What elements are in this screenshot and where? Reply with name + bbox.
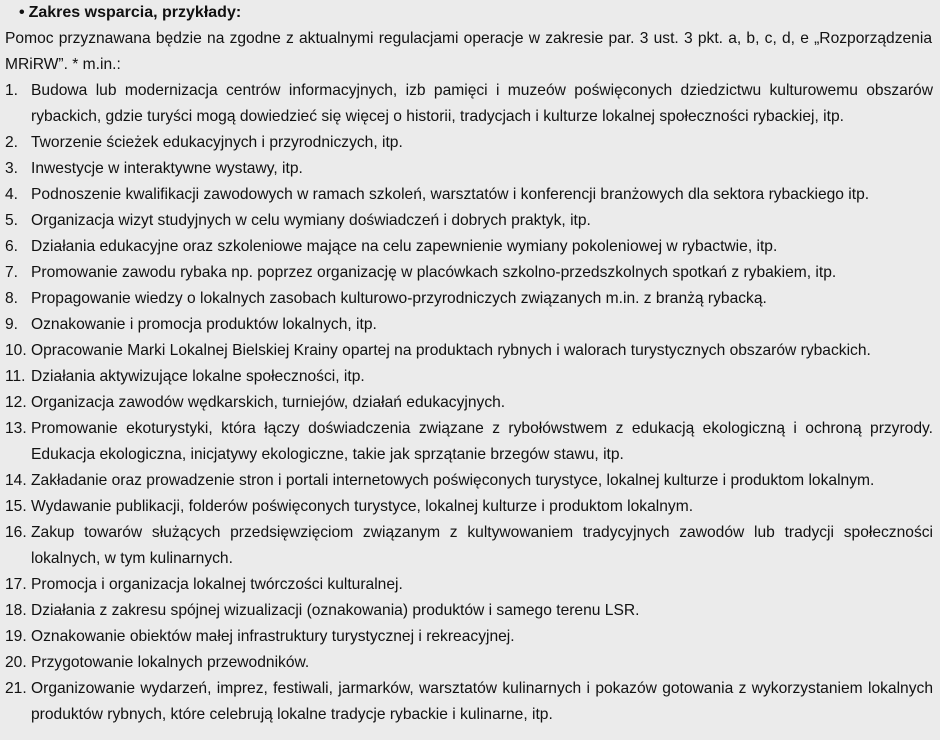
item-number: 21. — [5, 680, 27, 697]
item-number: 19. — [5, 628, 27, 645]
list-item — [5, 208, 934, 234]
list-item — [5, 312, 934, 338]
item-text: Promowanie ekoturystyki, która łączy doświadczenia związane z rybołówstwem z edukacją ekologiczną i ochroną przyrody. Edukacja ekologiczna, inicjatywy ekologiczne, takie jak sprzątanie brzegów stawu, itp. — [31, 420, 933, 463]
list-item — [5, 598, 934, 624]
item-number: 13. — [5, 420, 27, 437]
item-text: Tworzenie ścieżek edukacyjnych i przyrodniczych, itp. — [31, 134, 403, 151]
list-item — [5, 338, 934, 364]
item-number: 5. — [5, 212, 19, 229]
list-item — [5, 624, 934, 650]
item-text: Podnoszenie kwalifikacji zawodowych w ramach szkoleń, warsztatów i konferencji branżowych dla sektora rybackiego itp. — [31, 186, 870, 203]
item-number: 14. — [5, 472, 27, 489]
item-text: Zakładanie oraz prowadzenie stron i portali internetowych poświęconych turystyce, lokalnej kulturze i produktom lokalnym. — [31, 472, 875, 489]
item-text: Wydawanie publikacji, folderów poświęconych turystyce, lokalnej kulturze i produktom lokalnym. — [31, 498, 694, 515]
section-title: Zakres wsparcia, przykłady: — [28, 4, 242, 21]
list-item — [5, 78, 934, 130]
item-text: Działania aktywizujące lokalne społeczności, itp. — [31, 368, 365, 385]
list-item — [5, 650, 934, 676]
item-text: Oznakowanie obiektów małej infrastruktury turystycznej i rekreacyjnej. — [31, 628, 515, 645]
list-item — [5, 520, 934, 572]
item-text: Budowa lub modernizacja centrów informacyjnych, izb pamięci i muzeów poświęconych dziedzictwu kulturowemu obszarów rybackich, gdzie turyści mogą dowiedzieć się więcej o historii, tradycjach i kulturze lokalnej społeczności rybackiej, itp. — [31, 82, 933, 125]
item-text: Inwestycje w interaktywne wystawy, itp. — [31, 160, 303, 177]
item-number: 20. — [5, 654, 27, 671]
list-item — [5, 676, 934, 728]
list-item — [5, 182, 934, 208]
list-item — [5, 364, 934, 390]
item-number: 7. — [5, 264, 19, 281]
item-text: Promocja i organizacja lokalnej twórczości kulturalnej. — [31, 576, 403, 593]
item-number: 2. — [5, 134, 19, 151]
list-item — [5, 234, 934, 260]
item-text: Zakup towarów służących przedsięwzięciom związanym z kultywowaniem tradycyjnych zawodów lub tradycji społeczności lokalnych, w tym kulinarnych. — [31, 524, 933, 567]
item-number: 10. — [5, 342, 27, 359]
list-item — [5, 156, 934, 182]
item-text: Promowanie zawodu rybaka np. poprzez organizację w placówkach szkolno-przedszkolnych spotkań z rybakiem, itp. — [31, 264, 837, 281]
support-list — [5, 78, 934, 728]
item-number: 18. — [5, 602, 27, 619]
intro-paragraph: Pomoc przyznawana będzie na zgodne z aktualnymi regulacjami operacje w zakresie par. 3 ust. 3 pkt. a, b, c, d, e „Rozporządzenia MRiRW”. * m.in.: — [5, 30, 932, 73]
item-text: Przygotowanie lokalnych przewodników. — [31, 654, 310, 671]
item-number: 17. — [5, 576, 27, 593]
section-heading — [5, 0, 934, 26]
item-number: 12. — [5, 394, 27, 411]
list-item — [5, 572, 934, 598]
item-number: 16. — [5, 524, 27, 541]
item-text: Organizacja zawodów wędkarskich, turniejów, działań edukacyjnych. — [31, 394, 506, 411]
list-item — [5, 260, 934, 286]
list-item — [5, 286, 934, 312]
item-number: 6. — [5, 238, 19, 255]
item-number: 3. — [5, 160, 19, 177]
item-number: 8. — [5, 290, 19, 307]
item-text: Oznakowanie i promocja produktów lokalnych, itp. — [31, 316, 377, 333]
item-text: Opracowanie Marki Lokalnej Bielskiej Krainy opartej na produktach rybnych i walorach turystycznych obszarów rybackich. — [31, 342, 871, 359]
item-text: Propagowanie wiedzy o lokalnych zasobach kulturowo-przyrodniczych związanych m.in. z branżą rybacką. — [31, 290, 767, 307]
item-number: 15. — [5, 498, 27, 515]
item-number: 1. — [5, 82, 19, 99]
list-item — [5, 494, 934, 520]
list-item — [5, 130, 934, 156]
item-number: 11. — [5, 368, 26, 385]
list-item — [5, 416, 934, 468]
list-item — [5, 468, 934, 494]
item-text: Organizacja wizyt studyjnych w celu wymiany doświadczeń i dobrych praktyk, itp. — [31, 212, 591, 229]
item-text: Organizowanie wydarzeń, imprez, festiwali, jarmarków, warsztatów kulinarnych i pokazów gotowania z wykorzystaniem lokalnych produktów rybnych, które celebrują lokalne tradycje rybackie i kulinarne, itp. — [31, 680, 933, 723]
list-item — [5, 390, 934, 416]
item-number: 4. — [5, 186, 19, 203]
item-text: Działania z zakresu spójnej wizualizacji (oznakowania) produktów i samego terenu LSR. — [31, 602, 640, 619]
item-text: Działania edukacyjne oraz szkoleniowe mające na celu zapewnienie wymiany pokoleniowej w rybactwie, itp. — [31, 238, 778, 255]
bullet-icon: • — [19, 4, 25, 21]
item-number: 9. — [5, 316, 19, 333]
